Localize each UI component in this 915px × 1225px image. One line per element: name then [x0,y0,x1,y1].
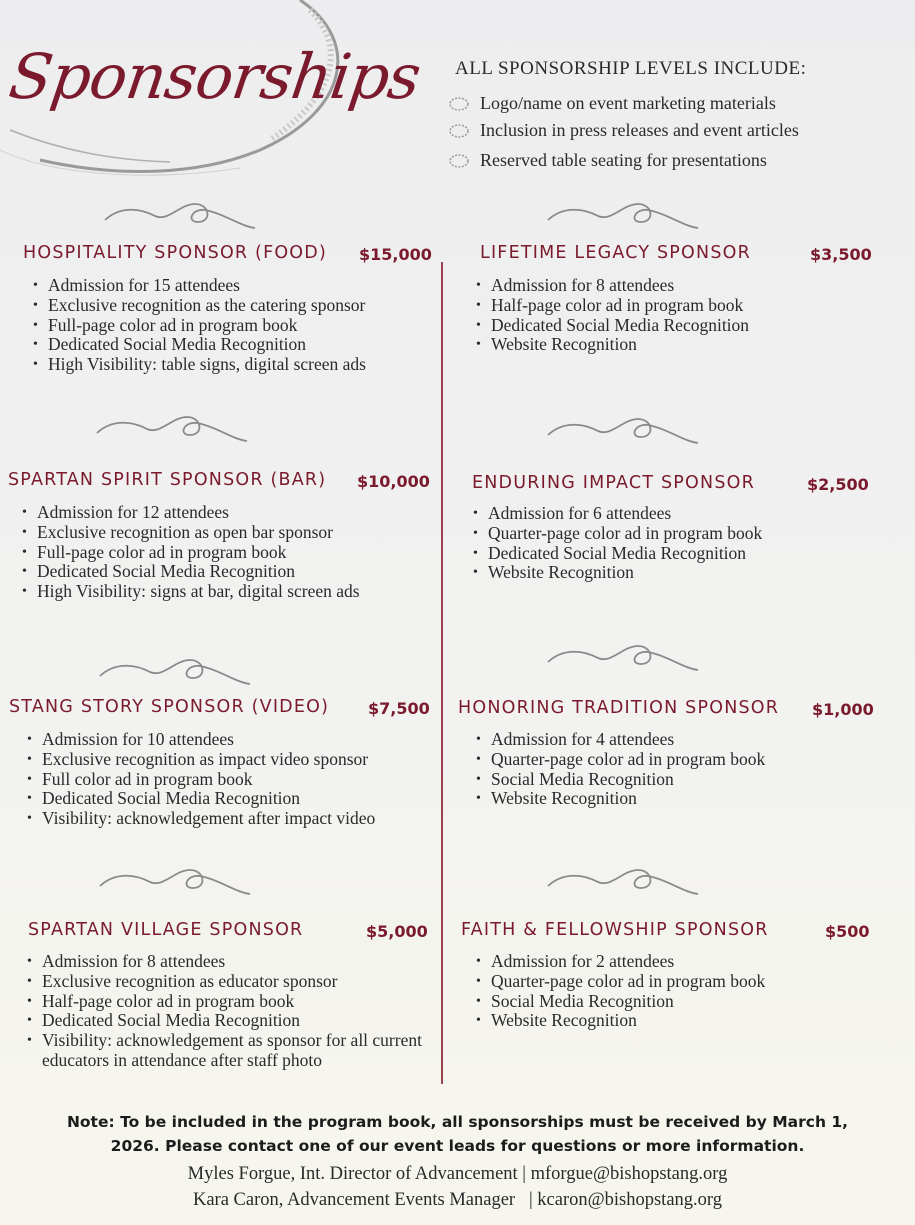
list-item: • Admission for 4 attendees [476,730,906,750]
sponsor-price: $15,000 [359,245,432,264]
sponsor-title: LIFETIME LEGACY SPONSOR [480,243,751,263]
list-item: • Half-page color ad in program book [476,296,896,316]
contact-line: Myles Forgue, Int. Director of Advancement | mforgue@bishopstang.org [187,1164,728,1184]
list-item: • Exclusive recognition as the catering sponsor [33,296,438,316]
list-item-label: Reserved table seating for presentations [480,150,767,170]
contact-line: Kara Caron, Advancement Events Manager | kcaron@bishopstang.org [192,1190,722,1210]
flourish-ornament-icon [100,192,260,232]
sponsor-benefits-list [476,730,906,809]
list-item: • Quarter-page color ad in program book [476,750,906,770]
list-item: • Website Recognition [473,563,903,583]
sponsor-title: ENDURING IMPACT SPONSOR [472,473,755,493]
includes-list [448,90,799,174]
sponsor-title: SPARTAN VILLAGE SPONSOR [28,920,304,940]
sponsor-price: $3,500 [810,245,872,264]
list-item: • Quarter-page color ad in program book [476,972,906,992]
list-item: • Quarter-page color ad in program book [473,524,903,544]
footer-note-line: 2026. Please contact one of our event leads for questions or more information. [110,1137,805,1155]
list-item: • Website Recognition [476,1011,906,1031]
list-item: • Social Media Recognition [476,770,906,790]
sponsor-price: $7,500 [368,699,430,718]
list-item: • Full-page color ad in program book [22,543,437,563]
sponsor-price: $1,000 [812,700,874,719]
list-item: • Admission for 12 attendees [22,503,437,523]
footer-note [0,1110,915,1158]
flourish-ornament-icon [543,858,703,898]
list-item: • Half-page color ad in program book [27,992,437,1012]
list-item-label: Logo/name on event marketing materials [480,93,776,113]
list-item: • Admission for 15 attendees [33,276,438,296]
flourish-ornament-icon [543,192,703,232]
flourish-ornament-icon [543,634,703,674]
sponsor-benefits-list [476,952,906,1031]
list-item: • Exclusive recognition as educator sponsor [27,972,437,992]
flourish-ornament-icon [92,405,252,445]
list-item: • Visibility: acknowledgement after impact video [27,809,439,829]
page-title: Sponsorships [4,40,425,113]
sponsor-price: $500 [825,922,870,941]
footer-note-line: Note: To be included in the program book, all sponsorships must be received by March 1, [66,1113,849,1131]
list-item: • Admission for 2 attendees [476,952,906,972]
sponsor-title: HONORING TRADITION SPONSOR [458,698,780,718]
sponsor-title: FAITH & FELLOWSHIP SPONSOR [461,920,769,940]
sponsor-benefits-list [476,276,896,355]
flourish-ornament-icon [95,648,255,688]
sponsor-title: STANG STORY SPONSOR (VIDEO) [9,697,330,717]
sponsor-title: HOSPITALITY SPONSOR (FOOD) [23,243,327,263]
list-item: • Dedicated Social Media Recognition [27,1011,437,1031]
sponsor-price: $2,500 [807,475,869,494]
list-item: • Exclusive recognition as impact video sponsor [27,750,439,770]
list-item: • Dedicated Social Media Recognition [476,316,896,336]
ring-bullet-icon [448,123,470,139]
sponsor-title: SPARTAN SPIRIT SPONSOR (BAR) [8,470,327,490]
list-item [448,147,799,174]
sponsor-benefits-list [33,276,438,375]
list-item [448,90,799,117]
column-divider [441,262,443,1084]
list-item: • Admission for 10 attendees [27,730,439,750]
list-item: • Website Recognition [476,789,906,809]
sponsor-price: $10,000 [357,472,430,491]
sponsor-price: $5,000 [366,922,428,941]
list-item [448,117,799,144]
list-item: • Full color ad in program book [27,770,439,790]
list-item: • Dedicated Social Media Recognition [22,562,437,582]
sponsor-benefits-list [473,504,903,583]
ring-bullet-icon [448,96,470,112]
list-item: • Social Media Recognition [476,992,906,1012]
list-item: • Visibility: acknowledgement as sponsor for all current educators in attendance after staff photo [27,1031,437,1071]
sponsor-benefits-list [27,730,439,829]
list-item: • Admission for 8 attendees [476,276,896,296]
list-item: • Full-page color ad in program book [33,316,438,336]
sponsor-benefits-list [22,503,437,602]
list-item: • Website Recognition [476,335,896,355]
sponsor-benefits-list [27,952,437,1071]
list-item: • Admission for 6 attendees [473,504,903,524]
includes-heading: ALL SPONSORSHIP LEVELS INCLUDE: [455,58,807,79]
ring-bullet-icon [448,153,470,169]
list-item: • High Visibility: table signs, digital screen ads [33,355,438,375]
list-item: • Admission for 8 attendees [27,952,437,972]
list-item: • Dedicated Social Media Recognition [33,335,438,355]
list-item-label: Inclusion in press releases and event articles [480,120,799,140]
flourish-ornament-icon [543,407,703,447]
list-item: • Exclusive recognition as open bar sponsor [22,523,437,543]
list-item: • High Visibility: signs at bar, digital screen ads [22,582,437,602]
flourish-ornament-icon [95,858,255,898]
list-item: • Dedicated Social Media Recognition [473,544,903,564]
list-item: • Dedicated Social Media Recognition [27,789,439,809]
